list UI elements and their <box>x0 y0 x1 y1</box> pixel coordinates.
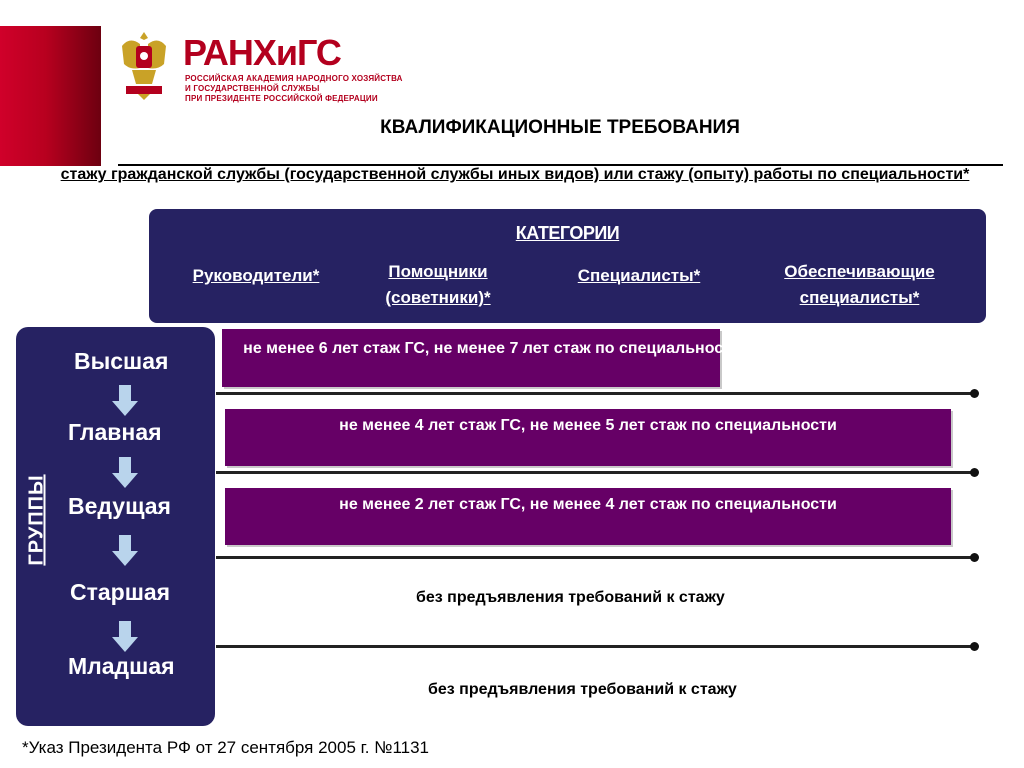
arrow-down-icon <box>112 535 138 567</box>
separator-line <box>216 645 973 648</box>
group-highest: Высшая <box>74 348 169 374</box>
group-leading: Ведущая <box>68 493 171 519</box>
separator-line <box>216 392 973 395</box>
groups-label-text: ГРУППЫ <box>25 474 48 566</box>
arrow-down-icon <box>112 385 138 417</box>
requirement-text: не менее 2 лет стаж ГС, не менее 4 лет стаж по специальности <box>339 496 837 513</box>
logo-name: РАНХиГС <box>183 32 341 73</box>
red-side-block <box>0 26 101 166</box>
requirement-text: не менее 4 лет стаж ГС, не менее 5 лет стаж по специальности <box>339 417 837 434</box>
requirement-text: не менее 6 лет стаж ГС, не менее 7 лет стаж по специальности <box>243 340 741 357</box>
separator-line <box>216 471 973 474</box>
footnote: *Указ Президента РФ от 27 сентября 2005 г. №1131 <box>22 738 430 757</box>
requirement-senior: без предъявления требований к стажу <box>416 589 725 606</box>
requirement-highest <box>222 329 741 387</box>
category-managers: Руководители* <box>192 266 320 285</box>
groups-label <box>22 465 52 575</box>
category-assistants: Помощники (советники)* <box>385 262 491 307</box>
category-specialists: Специалисты* <box>577 266 701 285</box>
separator-line <box>216 556 973 559</box>
requirement-main <box>225 409 951 466</box>
group-main: Главная <box>68 419 162 445</box>
arrow-down-icon <box>112 621 138 653</box>
group-junior: Младшая <box>68 653 175 679</box>
categories-title: КАТЕГОРИИ <box>515 223 620 243</box>
group-senior: Старшая <box>70 579 171 605</box>
logo-subtitle-line-2: И ГОСУДАРСТВЕННОЙ СЛУЖБЫ <box>185 84 320 93</box>
logo-subtitle-line-3: ПРИ ПРЕЗИДЕНТЕ РОССИЙСКОЙ ФЕДЕРАЦИИ <box>185 94 378 103</box>
page-subtitle: стажу гражданской службы (государственной службы иных видов) или стажу (опыту) работы по специальности* <box>60 166 970 183</box>
requirement-leading <box>225 488 951 545</box>
eagle-emblem-icon <box>118 28 170 102</box>
requirement-junior: без предъявления требований к стажу <box>428 681 737 698</box>
page-title: КВАЛИФИКАЦИОННЫЕ ТРЕБОВАНИЯ <box>380 117 740 138</box>
category-support-specialists: Обеспечивающие специалисты* <box>784 262 935 307</box>
logo-subtitle-line-1: РОССИЙСКАЯ АКАДЕМИЯ НАРОДНОГО ХОЗЯЙСТВА <box>185 74 403 83</box>
arrow-down-icon <box>112 457 138 489</box>
categories-panel <box>149 209 986 323</box>
